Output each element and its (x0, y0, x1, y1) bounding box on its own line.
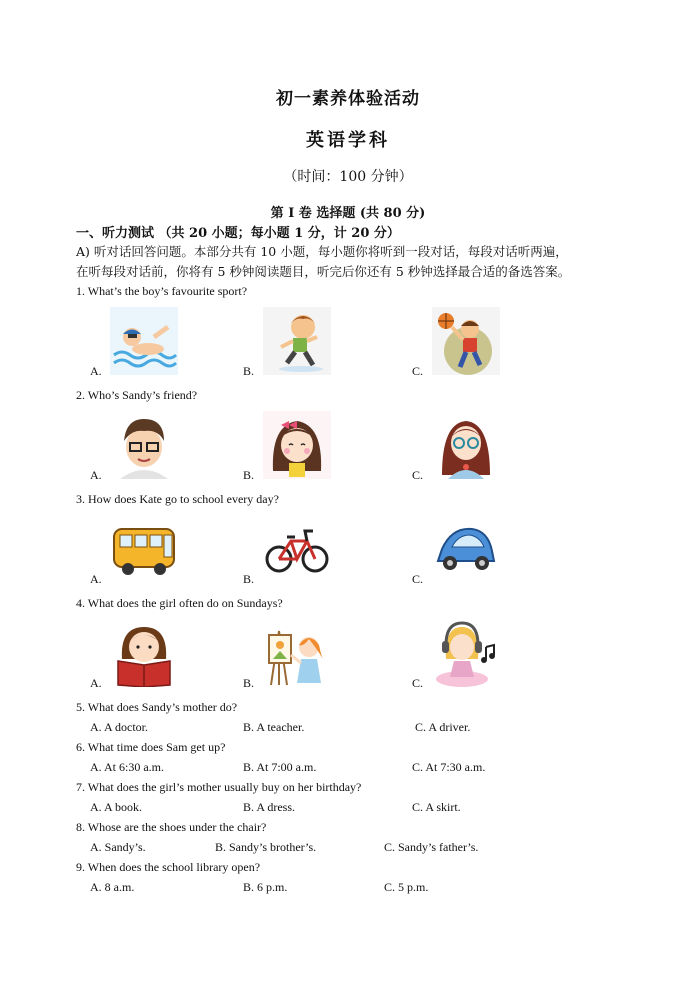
question-4: 4. What does the girl often do on Sundays? (76, 596, 283, 610)
q9-option-c: C. 5 p.m. (384, 880, 429, 894)
swimming-boy-icon (110, 307, 178, 375)
q9-option-a: A. 8 a.m. (90, 880, 135, 894)
q7-option-c: C. A skirt. (412, 800, 461, 814)
q6-option-b: B. At 7:00 a.m. (243, 760, 317, 774)
q2-option-b: B. (243, 468, 255, 482)
question-8: 8. Whose are the shoes under the chair? (76, 820, 267, 834)
bus-icon (110, 515, 178, 583)
q6-option-a: A. At 6:30 a.m. (90, 760, 164, 774)
instruction-line-1: A) 听对话回答问题。本部分共有 10 小题，每小题你将听到一段对话，每段对话听两遍， (76, 244, 568, 259)
q8-option-c: C. Sandy’s father’s. (384, 840, 479, 854)
part-title: 一、听力测试 （共 20 小题；每小题 1 分，计 20 分） (76, 226, 400, 241)
q4-option-c: C. (412, 676, 424, 690)
q1-option-b: B. (243, 364, 255, 378)
q4-option-b: B. (243, 676, 255, 690)
boy-with-glasses-icon (110, 411, 178, 479)
q5-option-a: A. A doctor. (90, 720, 149, 734)
q3-option-c: C. (412, 572, 424, 586)
question-6: 6. What time does Sam get up? (76, 740, 226, 754)
car-icon (432, 515, 500, 583)
q8-option-b: B. Sandy’s brother’s. (215, 840, 317, 854)
subject-title: 英语学科 (306, 130, 390, 151)
girl-with-bow-icon (263, 411, 331, 479)
time-limit: （时间：100 分钟） (283, 169, 413, 185)
q1-option-c: C. (412, 364, 424, 378)
girl-music-icon (432, 619, 500, 687)
q4-option-a: A. (90, 676, 102, 690)
question-2: 2. Who’s Sandy’s friend? (76, 388, 198, 402)
q7-option-a: A. A book. (90, 800, 143, 814)
q9-option-b: B. 6 p.m. (243, 880, 288, 894)
bicycle-icon (263, 515, 331, 583)
question-3: 3. How does Kate go to school every day? (76, 492, 279, 506)
q8-option-a: A. Sandy’s. (90, 840, 146, 854)
question-1: 1. What’s the boy’s favourite sport? (76, 284, 248, 298)
document-title: 初一素养体验活动 (276, 89, 420, 109)
running-boy-icon (263, 307, 331, 375)
q1-option-a: A. (90, 364, 102, 378)
section-title: 第 I 卷 选择题 (共 80 分) (270, 206, 426, 221)
q3-option-b: B. (243, 572, 255, 586)
question-5: 5. What does Sandy’s mother do? (76, 700, 238, 714)
q5-option-b: B. A teacher. (243, 720, 305, 734)
q6-option-c: C. At 7:30 a.m. (412, 760, 486, 774)
basketball-boy-icon (432, 307, 500, 375)
girl-reading-icon (110, 619, 178, 687)
question-9: 9. When does the school library open? (76, 860, 261, 874)
q7-option-b: B. A dress. (243, 800, 296, 814)
q3-option-a: A. (90, 572, 102, 586)
girl-with-glasses-icon (432, 411, 500, 479)
girl-painting-icon (263, 619, 331, 687)
q5-option-c: C. A driver. (415, 720, 471, 734)
q2-option-a: A. (90, 468, 102, 482)
instruction-line-2: 在听每段对话前，你将有 5 秒钟阅读题目，听完后你还有 5 秒钟选择最合适的备选答案。 (76, 264, 571, 279)
question-7: 7. What does the girl’s mother usually buy on her birthday? (76, 780, 362, 794)
q2-option-c: C. (412, 468, 424, 482)
